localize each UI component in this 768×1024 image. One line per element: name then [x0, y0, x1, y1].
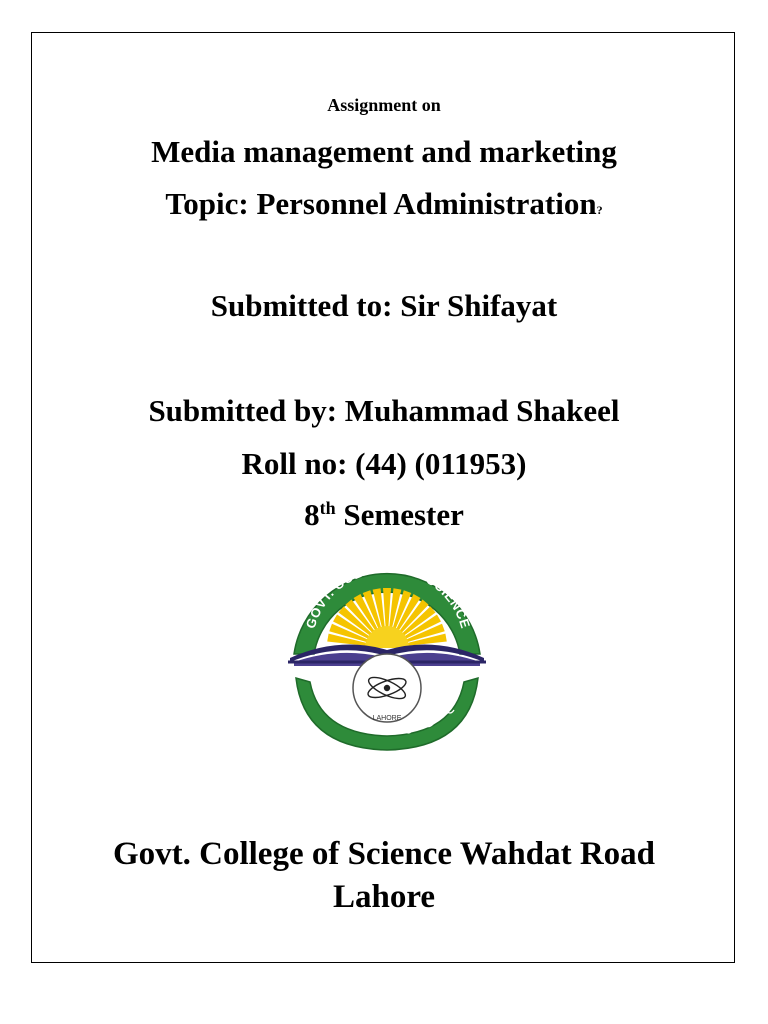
roll-number: Roll no: (44) (011953)	[241, 446, 527, 481]
topic-line	[0, 186, 768, 222]
semester	[0, 497, 768, 533]
college-name: Govt. College of Science Wahdat Road	[112, 836, 656, 872]
semester-number: 8	[304, 497, 320, 532]
logo-arc-text: GOVT. COLLEGE OF SCIENCE	[302, 559, 474, 631]
submitted-to: Submitted to: Sir Shifayat	[210, 288, 558, 323]
course-title: Media management and marketing	[151, 134, 617, 169]
topic-label: Topic:	[165, 186, 249, 221]
college-logo	[284, 558, 490, 754]
submitted-by: Submitted by: Muhammad Shakeel	[148, 393, 620, 428]
college-city: Lahore	[332, 879, 436, 915]
topic-value: Personnel Administration	[256, 186, 597, 221]
assignment-intro: Assignment on	[327, 95, 441, 115]
logo-place-text: LAHORE	[372, 715, 402, 722]
semester-word: Semester	[343, 497, 464, 532]
semester-suffix: th	[319, 498, 336, 518]
topic-mark: ?	[596, 203, 603, 217]
